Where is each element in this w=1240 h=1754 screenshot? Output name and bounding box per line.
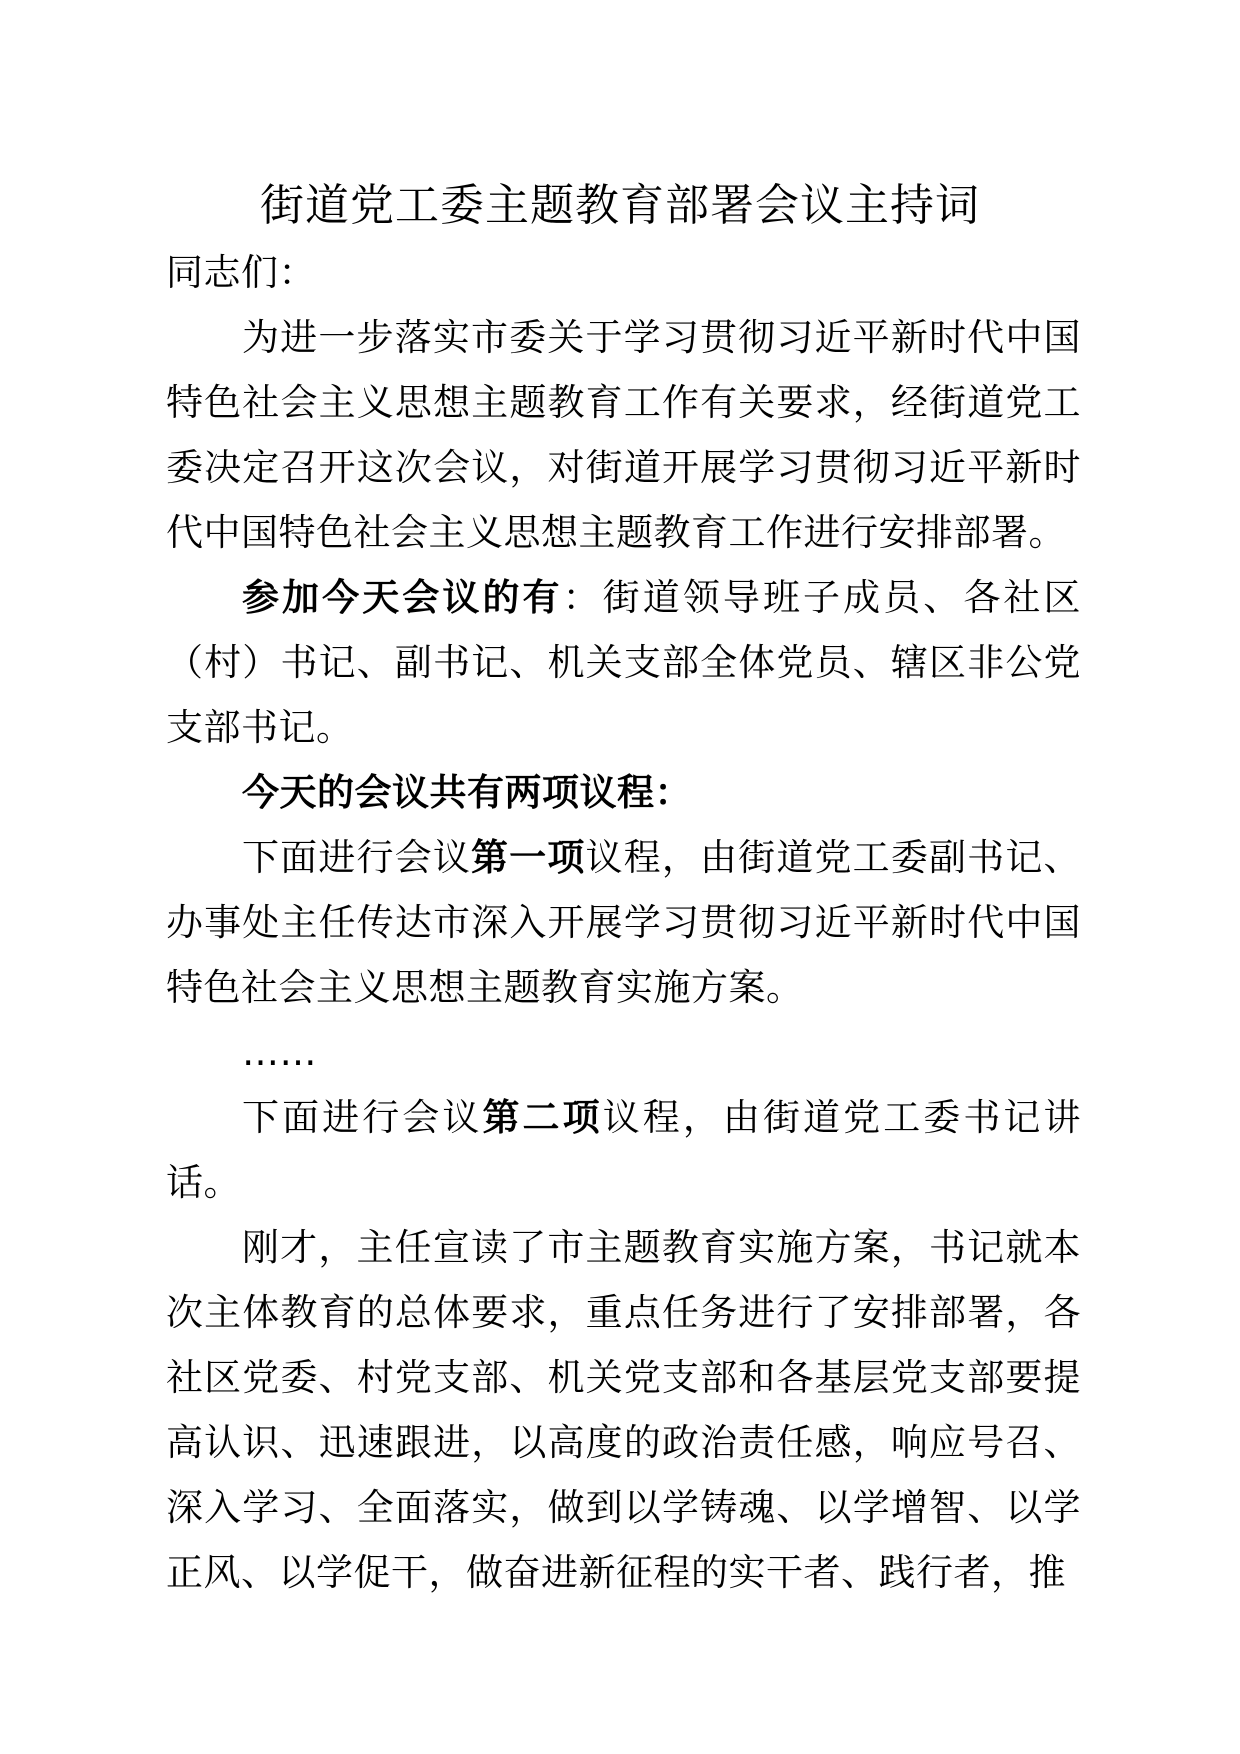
- agenda-item-2-label: 第二项: [482, 1096, 603, 1139]
- salutation: 同志们：: [166, 251, 316, 294]
- attendees-list: ：街道领导班子成员、各社区（村）书记、副书记、机关支部全体党员、辖区非公党支部书记。: [166, 576, 1082, 749]
- agenda-item-1-label: 第一项: [471, 836, 586, 879]
- agenda-item-2-post: 议程，由街道党工委书记讲话。: [166, 1096, 1082, 1204]
- document-title: 街道党工委主题教育部署会议主持词: [260, 180, 980, 231]
- agenda-item-2-pre: 下面进行会议: [242, 1096, 483, 1139]
- attendees-label: 参加今天会议的有: [242, 576, 563, 619]
- paragraph-intro: 为进一步落实市委关于学习贯彻习近平新时代中国特色社会主义思想主题教育工作有关要求，经街道党工委决定召开这次会议，对街道开展学习贯彻习近平新时代中国特色社会主义思想主题教育工作进行安排部署。: [166, 316, 1081, 554]
- paragraph-ellipsis: ……: [242, 1031, 317, 1074]
- paragraph-attendees: [166, 565, 1081, 760]
- document-body: [166, 240, 1081, 1605]
- paragraph-agenda-item-1: [166, 825, 1081, 1020]
- agenda-item-1-post: 议程，由街道党工委副书记、办事处主任传达市深入开展学习贯彻习近平新时代中国特色社会主义思想主题教育实施方案。: [166, 836, 1081, 1009]
- paragraph-agenda-heading: 今天的会议共有两项议程：: [242, 771, 692, 814]
- paragraph-summary: 刚才，主任宣读了市主题教育实施方案，书记就本次主体教育的总体要求，重点任务进行了安排部署，各社区党委、村党支部、机关党支部和各基层党支部要提高认识、迅速跟进，以高度的政治责任感，响应号召、深入学习、全面落实，做到以学铸魂、以学增智、以学正风、以学促干，做奋进新征程的实干者、践行者，推: [166, 1226, 1081, 1594]
- paragraph-agenda-item-2: [166, 1085, 1081, 1215]
- agenda-item-1-pre: 下面进行会议: [242, 836, 471, 879]
